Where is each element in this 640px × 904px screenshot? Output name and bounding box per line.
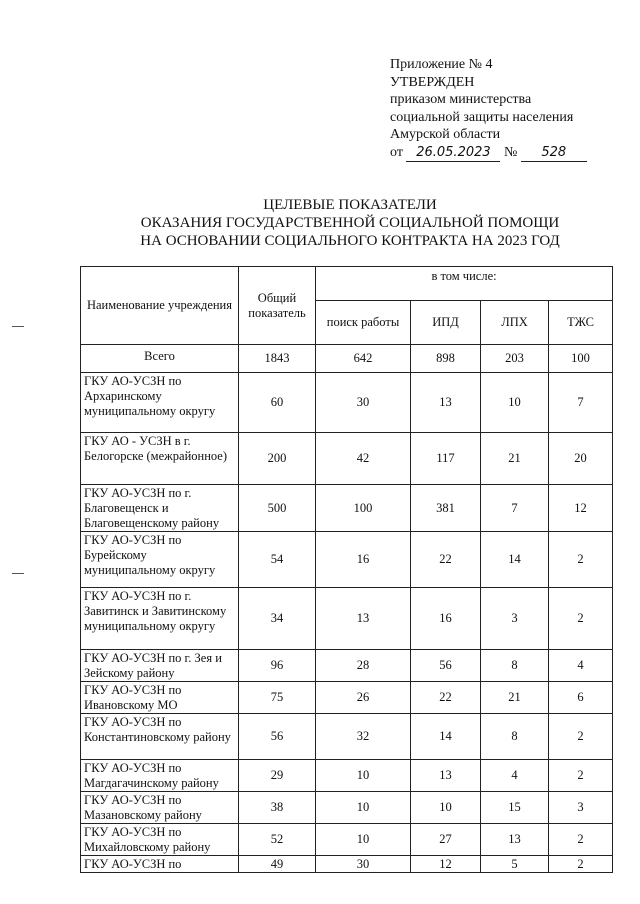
row-job-search: 10 [316, 760, 411, 792]
approval-line-2: социальной защиты населения [390, 109, 574, 125]
header-total: Общий показатель [239, 267, 316, 345]
row-job-search: 10 [316, 824, 411, 856]
table-row [81, 433, 613, 485]
row-total: 52 [239, 824, 316, 856]
approval-line-1: приказом министерства [390, 92, 532, 107]
row-lph: 8 [481, 714, 549, 760]
row-tzhs: 6 [549, 682, 613, 714]
table-row [81, 760, 613, 792]
row-name: ГКУ АО-УСЗН по г. Благовещенск и Благовещенскому району [81, 485, 239, 532]
row-total: 56 [239, 714, 316, 760]
table-row [81, 650, 613, 682]
row-tzhs: 2 [549, 760, 613, 792]
row-ipd: 10 [411, 792, 481, 824]
row-ipd: 117 [411, 433, 481, 485]
row-tzhs: 20 [549, 433, 613, 485]
row-lph: 7 [481, 485, 549, 532]
appendix-label: Приложение № 4 [390, 57, 493, 72]
row-name: ГКУ АО-УСЗН по Михайловскому району [81, 824, 239, 856]
row-ipd: 56 [411, 650, 481, 682]
row-name: ГКУ АО-УСЗН по [81, 856, 239, 873]
row-job-search: 32 [316, 714, 411, 760]
row-name: ГКУ АО-УСЗН по Магдагачинскому району [81, 760, 239, 792]
row-job-search: 28 [316, 650, 411, 682]
row-name: ГКУ АО - УСЗН в г. Белогорске (межрайонное) [81, 433, 239, 485]
row-ipd: 16 [411, 588, 481, 650]
date-prefix: от [390, 144, 403, 160]
row-ipd: 381 [411, 485, 481, 532]
row-lph: 4 [481, 760, 549, 792]
row-total: 96 [239, 650, 316, 682]
total-row [81, 345, 613, 373]
row-job-search: 10 [316, 792, 411, 824]
row-ipd: 27 [411, 824, 481, 856]
targets-table [80, 266, 613, 873]
row-tzhs: 3 [549, 792, 613, 824]
row-name: ГКУ АО-УСЗН по г. Завитинск и Завитинскому муниципальному округу [81, 588, 239, 650]
row-lph: 5 [481, 856, 549, 873]
row-total: 500 [239, 485, 316, 532]
table-row [81, 682, 613, 714]
table-row [81, 532, 613, 588]
row-ipd: 13 [411, 373, 481, 433]
row-total: 49 [239, 856, 316, 873]
title-line-1: ЦЕЛЕВЫЕ ПОКАЗАТЕЛИ [263, 197, 437, 213]
approved-label: УТВЕРЖДЕН [390, 74, 475, 90]
table-row [81, 824, 613, 856]
table-row [81, 714, 613, 760]
number-prefix: № [503, 144, 518, 160]
row-tzhs: 12 [549, 485, 613, 532]
row-tzhs: 4 [549, 650, 613, 682]
row-lph: 21 [481, 682, 549, 714]
header-name: Наименование учреждения [81, 267, 239, 345]
row-name: ГКУ АО-УСЗН по Бурейскому муниципальному округу [81, 532, 239, 588]
table-row [81, 373, 613, 433]
row-total: 38 [239, 792, 316, 824]
approval-line-3: Амурской области [390, 127, 501, 142]
row-job-search: 13 [316, 588, 411, 650]
document-title [90, 196, 610, 250]
row-ipd: 14 [411, 714, 481, 760]
order-date-line [390, 144, 630, 163]
row-tzhs: 2 [549, 588, 613, 650]
row-tzhs: 2 [549, 824, 613, 856]
table-row [81, 588, 613, 650]
row-lph: 21 [481, 433, 549, 485]
row-job-search: 30 [316, 856, 411, 873]
order-number: 528 [521, 144, 587, 163]
row-total: 34 [239, 588, 316, 650]
row-total: 60 [239, 373, 316, 433]
margin-mark [12, 573, 24, 574]
row-lph: 15 [481, 792, 549, 824]
row-lph: 3 [481, 588, 549, 650]
row-job-search: 30 [316, 373, 411, 433]
table-row [81, 485, 613, 532]
row-tzhs: 7 [549, 373, 613, 433]
total-row-ipd: 898 [411, 345, 481, 373]
total-row-lph: 203 [481, 345, 549, 373]
row-name: ГКУ АО-УСЗН по Константиновскому району [81, 714, 239, 760]
total-row-total: 1843 [239, 345, 316, 373]
total-row-job-search: 642 [316, 345, 411, 373]
header-ipd: ИПД [411, 301, 481, 345]
row-name: ГКУ АО-УСЗН по Ивановскому МО [81, 682, 239, 714]
row-ipd: 22 [411, 532, 481, 588]
header-tzhs: ТЖС [549, 301, 613, 345]
row-lph: 8 [481, 650, 549, 682]
approval-block [390, 56, 630, 162]
row-tzhs: 2 [549, 714, 613, 760]
title-line-3: НА ОСНОВАНИИ СОЦИАЛЬНОГО КОНТРАКТА НА 2023 ГОД [140, 233, 560, 249]
row-job-search: 42 [316, 433, 411, 485]
row-ipd: 12 [411, 856, 481, 873]
row-name: ГКУ АО-УСЗН по Мазановскому району [81, 792, 239, 824]
header-including: в том числе: [316, 267, 613, 301]
table-row [81, 856, 613, 873]
row-lph: 10 [481, 373, 549, 433]
title-line-2: ОКАЗАНИЯ ГОСУДАРСТВЕННОЙ СОЦИАЛЬНОЙ ПОМОЩИ [140, 215, 560, 231]
total-row-tzhs: 100 [549, 345, 613, 373]
total-row-name: Всего [81, 345, 239, 373]
margin-mark [12, 326, 24, 327]
row-lph: 13 [481, 824, 549, 856]
row-total: 200 [239, 433, 316, 485]
row-job-search: 26 [316, 682, 411, 714]
row-job-search: 16 [316, 532, 411, 588]
header-job-search: поиск работы [316, 301, 411, 345]
row-name: ГКУ АО-УСЗН по Архаринскому муниципальному округу [81, 373, 239, 433]
row-lph: 14 [481, 532, 549, 588]
row-tzhs: 2 [549, 532, 613, 588]
row-job-search: 100 [316, 485, 411, 532]
header-lph: ЛПХ [481, 301, 549, 345]
order-date: 26.05.2023 [406, 144, 500, 163]
row-total: 54 [239, 532, 316, 588]
row-tzhs: 2 [549, 856, 613, 873]
row-ipd: 22 [411, 682, 481, 714]
row-name: ГКУ АО-УСЗН по г. Зея и Зейскому району [81, 650, 239, 682]
table-row [81, 792, 613, 824]
row-total: 29 [239, 760, 316, 792]
row-total: 75 [239, 682, 316, 714]
row-ipd: 13 [411, 760, 481, 792]
